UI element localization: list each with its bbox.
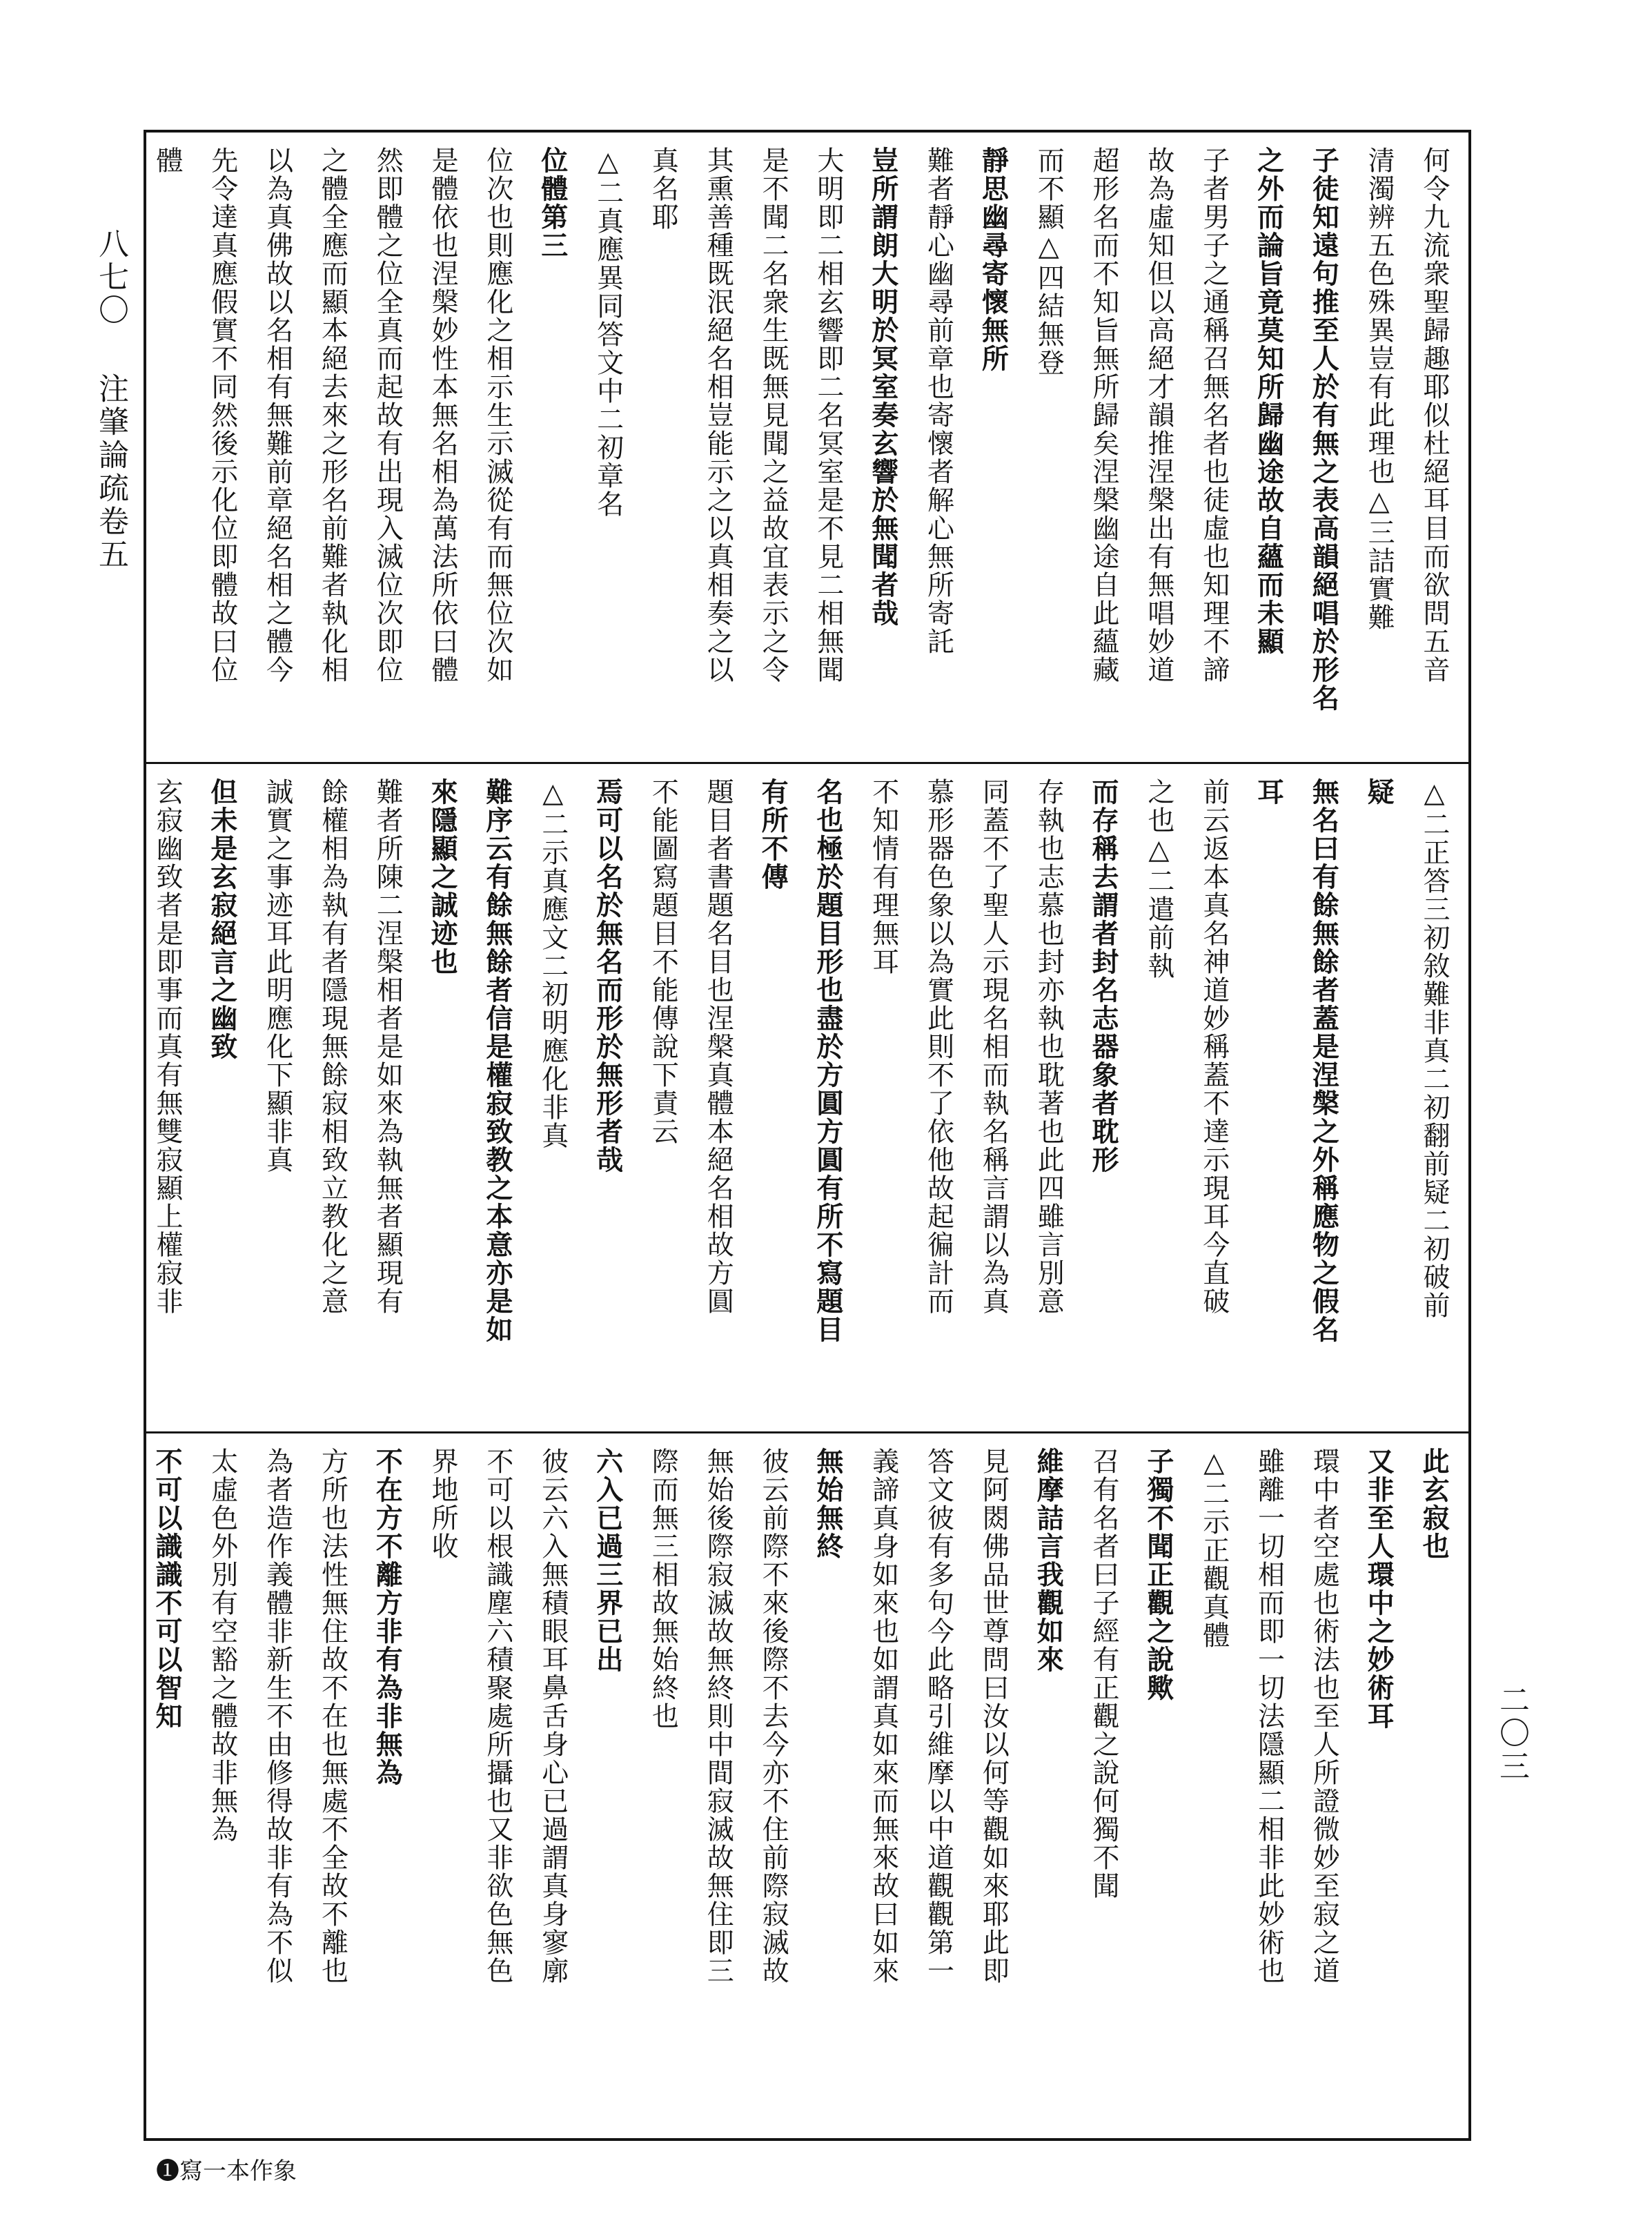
text-column: 但未是玄寂絕言之幽致 (206, 778, 238, 1061)
text-column: 之也△二遣前執 (1143, 778, 1174, 980)
text-column: 大明即二相玄響即二名冥室是不見二相無聞 (812, 146, 844, 684)
text-column: 故為虛知但以高絕才韻推涅槃出有無唱妙道 (1143, 146, 1174, 684)
text-column: △二示正觀真體 (1198, 1447, 1230, 1649)
text-column: 豈所謂朗大明於冥室奏玄響於無聞者哉 (867, 146, 899, 627)
margin-running-title: 注肇論疏卷五 (93, 373, 128, 571)
text-column: 之體全應而顯本絕去來之形名前難者執化相 (317, 146, 348, 684)
text-column: 又非至人環中之妙術耳 (1363, 1447, 1395, 1730)
text-column: 然即體之位全真而起故有出現入滅位次即位 (372, 146, 404, 684)
text-column: 不知情有理無耳 (867, 778, 899, 976)
text-column: 位體第三 (536, 146, 569, 260)
text-column: 疑 (1363, 778, 1395, 806)
text-column: 而不顯△四結無登 (1033, 146, 1065, 377)
text-column: △二正答三初敘難非真二初翻前疑二初破前 (1419, 778, 1450, 1320)
text-column: 何令九流衆聖歸趣耶似杜絕耳目而欲問五音 (1419, 146, 1450, 684)
text-column: 焉可以名於無名而形於無形者哉 (591, 778, 624, 1174)
text-column: 不能圖寫題目不能傳說下責云 (647, 778, 679, 1146)
text-column: 慕形器色象以為實此則不了依他故起徧計而 (923, 778, 954, 1315)
text-column: 誠實之事迹耳此明應化下顯非真 (262, 778, 293, 1174)
text-column: 其熏善種既泯絕名相豈能示之以真相奏之以 (702, 146, 734, 684)
text-column: 前云返本真名神道妙稱蓋不達示現耳今直破 (1198, 778, 1230, 1315)
text-column: 題目者書題名目也涅槃真體本絕名相故方圓 (702, 778, 734, 1315)
text-column: 子徒知遠句推至人於有無之表高韻絕唱於形名 (1308, 146, 1340, 712)
text-column: 之外而論旨竟莫知所歸幽途故自蘊而未顯 (1252, 146, 1285, 656)
text-column: 耳 (1252, 778, 1285, 806)
text-column: 方所也法性無住故不在也無處不全故不離也 (317, 1447, 348, 1985)
text-column: 界地所收 (427, 1447, 459, 1560)
text-column: 太虛色外別有空豁之體故非無為 (206, 1447, 238, 1843)
text-column: 義諦真身如來也如謂真如來而無來故曰如來 (867, 1447, 899, 1985)
text-column: 彼云前際不來後際不去今亦不住前際寂滅故 (758, 1447, 789, 1985)
text-column: 清濁辨五色殊異豈有此理也△三詰實難 (1364, 146, 1395, 632)
text-band-middle (146, 762, 1468, 1433)
text-column: 不在方不離方非有為非無為 (371, 1447, 404, 1787)
text-column: 雖離一切相而即一切法隱顯二相非此妙術也 (1253, 1447, 1285, 1985)
text-band-upper (146, 133, 1468, 762)
text-band-lower (146, 1431, 1468, 2140)
text-column: 是體依也涅槃妙性本無名相為萬法所依曰體 (427, 146, 459, 684)
text-column: 子者男子之通稱召無名者也徒虛也知理不諦 (1198, 146, 1230, 684)
text-column: 際而無三相故無始終也 (647, 1447, 679, 1730)
text-column: 難者所陳二涅槃相者是如來為執無者顯現有 (372, 778, 404, 1315)
text-column: 來隱顯之誠迹也 (426, 778, 459, 976)
text-column: 先令達真應假實不同然後示化位即體故曰位 (206, 146, 238, 684)
text-column: 真名耶 (647, 146, 679, 231)
text-column: △二真應異同答文中二初章名 (592, 146, 624, 518)
text-column: 超形名而不知旨無所歸矣涅槃幽途自此蘊藏 (1088, 146, 1120, 684)
text-column: 不可以識識不可以智知 (150, 1447, 183, 1730)
text-column: △二示真應文二初明應化非真 (537, 778, 569, 1150)
text-column: 難序云有餘無餘者信是權寂致教之本意亦是如 (481, 778, 513, 1344)
text-column: 彼云六入無積眼耳鼻舌身心已過謂真身寥廓 (537, 1447, 569, 1985)
text-column: 無始後際寂滅故無終則中間寂滅故無住即三 (702, 1447, 734, 1985)
text-column: 此玄寂也 (1418, 1447, 1450, 1560)
text-frame (144, 130, 1471, 2141)
text-column: 名也極於題目形也盡於方圓方圓有所不寫題目 (812, 778, 844, 1344)
text-column: 維摩詰言我觀如來 (1032, 1447, 1065, 1674)
text-column: 體 (151, 146, 183, 175)
text-column: 六入已過三界已出 (591, 1447, 624, 1674)
text-column: 見阿閦佛品世尊問曰汝以何等觀如來耶此即 (978, 1447, 1010, 1985)
margin-page-number: 二〇三 (1494, 1684, 1529, 1783)
margin-book-page: 八七〇 (93, 228, 128, 327)
text-column: 答文彼有多句今此略引維摩以中道觀觀第一 (923, 1447, 954, 1985)
text-column: 存執也志慕也封亦執也耽著也此四雖言別意 (1033, 778, 1065, 1315)
text-column: 難者靜心幽尋前章也寄懷者解心無所寄託 (923, 146, 954, 656)
footnote: ❶寫一本作象 (156, 2157, 297, 2185)
text-column: 位次也則應化之相示生示滅從有而無位次如 (482, 146, 513, 684)
text-column: 召有名者曰子經有正觀之說何獨不聞 (1088, 1447, 1120, 1900)
text-column: 有所不傳 (757, 778, 789, 891)
text-column: 子獨不聞正觀之說歟 (1142, 1447, 1174, 1702)
text-column: 無名曰有餘無餘者蓋是涅槃之外稱應物之假名 (1308, 778, 1340, 1344)
text-column: 為者造作義體非新生不由修得故非有為不似 (262, 1447, 293, 1985)
text-column: 環中者空處也術法也至人所證微妙至寂之道 (1308, 1447, 1340, 1985)
text-column: 同蓋不了聖人示現名相而執名稱言謂以為真 (978, 778, 1010, 1315)
text-column: 餘權相為執有者隱現無餘寂相致立教化之意 (317, 778, 348, 1315)
text-column: 無始無終 (812, 1447, 844, 1560)
text-column: 是不聞二名衆生既無見聞之益故宜表示之令 (758, 146, 789, 684)
text-column: 以為真佛故以名相有無難前章絕名相之體今 (262, 146, 293, 684)
text-column: 靜思幽尋寄懷無所 (977, 146, 1010, 373)
text-column: 而存稱去謂者封名志器象者耽形 (1088, 778, 1120, 1174)
text-column: 不可以根識塵六積聚處所攝也又非欲色無色 (482, 1447, 513, 1985)
text-column: 玄寂幽致者是即事而真有無雙寂顯上權寂非 (151, 778, 183, 1315)
